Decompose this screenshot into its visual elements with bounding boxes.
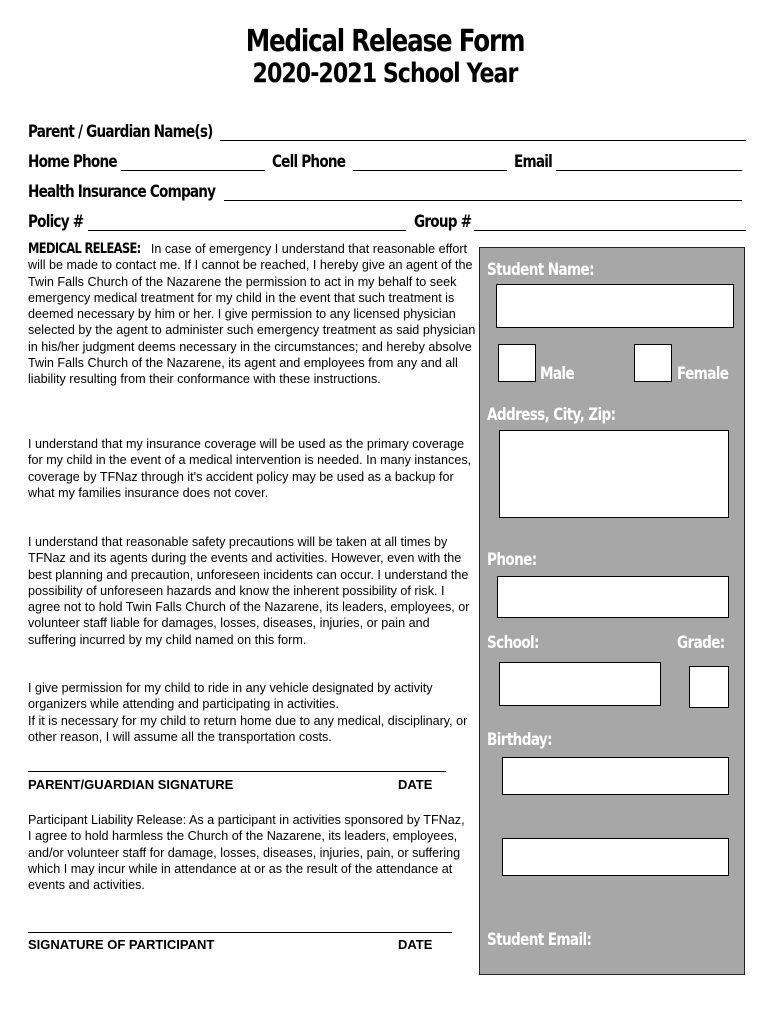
cell-phone-line[interactable] [353,170,507,171]
birthday-label: Birthday: [487,730,552,750]
male-label: Male [540,364,575,384]
phone-label: Phone: [487,550,537,570]
address-label: Address, City, Zip: [487,405,616,425]
parent-date-label: DATE [398,777,433,792]
release-text-2: I understand that my insurance coverage will be used as the primary coverage for my child in the event of a medical intervention is needed. In many instances, coverage by TFNaz through it's accident policy may be used as a backup for what my families insurance does not cover. [28,437,472,500]
school-label: School: [487,633,539,653]
email-line[interactable] [556,170,742,171]
grade-label: Grade: [677,633,725,653]
home-phone-label: Home Phone [28,152,117,172]
release-text-4b: If it is necessary for my child to return home due to any medical, disciplinary, or other reason, I will assume all the transportation costs. [28,713,468,744]
form-subtitle: 2020-2021 School Year [252,58,518,89]
safety-paragraph [28,534,476,648]
parent-signature-label: PARENT/GUARDIAN SIGNATURE [28,777,234,792]
transport-paragraph [28,680,476,745]
cell-phone-label: Cell Phone [272,152,346,172]
release-text-1: In case of emergency I understand that reasonable effort will be made to contact me. If I cannot be reached, I hereby give an agent of the Twin Falls Church of the Nazarene the permission to act in my behalf to seek emergency medical treatment for my child in the event that such treatment is deemed necessary by him or her. I give permission to any licensed physician selected by the agent to administer such emergency treatment as said physician in his/her judgment deems necessary in the circumstances; and hereby absolve Twin Falls Church of the Nazarene, its agent and employees from any and all liability resulting from their conformance with these instructions. [28,242,476,387]
policy-label: Policy # [28,212,84,232]
student-name-box[interactable] [496,284,734,328]
release-text-4a: I give permission for my child to ride in any vehicle designated by activity organizers while attending and participating in activities. [28,681,433,712]
address-box[interactable] [499,430,729,518]
parent-name-label: Parent / Guardian Name(s) [28,122,213,142]
medical-release-heading: MEDICAL RELEASE: [28,241,141,257]
group-line[interactable] [474,230,746,231]
medical-release-paragraph [28,241,476,388]
birthday-box[interactable] [502,757,729,795]
extra-field-box[interactable] [502,838,729,876]
parent-name-row [28,122,746,144]
release-text-3: I understand that reasonable safety precautions will be taken at all times by TFNaz and its agents during the events and activities. However, even with the best planning and precaution, unforeseen incidents can occur. I understand the possibility of unforeseen hazards and know the inherent possibility of risk. I agree not to hold Twin Falls Church of the Nazarene, its leaders, employees, or volunteer staff liable for damages, losses, diseases, injuries, or pain and suffering incurred by my child named on this form. [28,535,470,647]
school-box[interactable] [499,662,661,706]
grade-box[interactable] [689,666,729,708]
release-text-5: Participant Liability Release: As a participant in activities sponsored by TFNaz, I agree to hold harmless the Church of the Nazarene, its leaders, employees, and/or volunteer staff for damage, losses, diseases, injuries, pain, or suffering which I may incur while in attendance at or as the result of the attendance at events and activities. [28,813,465,893]
parent-name-line[interactable] [220,140,746,141]
female-checkbox[interactable] [634,344,672,382]
insurance-row [28,182,746,204]
group-label: Group # [414,212,472,232]
home-phone-line[interactable] [121,170,265,171]
email-label: Email [514,152,552,172]
participant-date-label: DATE [398,937,433,952]
male-checkbox[interactable] [498,344,536,382]
student-email-label: Student Email: [487,930,592,950]
form-title: Medical Release Form [245,24,525,59]
policy-line[interactable] [88,230,406,231]
participant-paragraph [28,812,468,893]
parent-signature-line[interactable] [28,771,446,772]
participant-signature-line[interactable] [28,932,452,933]
phone-box[interactable] [497,576,729,618]
policy-row [28,212,746,234]
female-label: Female [677,364,729,384]
participant-signature-label: SIGNATURE OF PARTICIPANT [28,937,215,952]
student-info-panel [479,247,745,975]
insurance-paragraph [28,436,476,501]
insurance-line[interactable] [224,200,742,201]
student-name-label: Student Name: [487,260,594,280]
insurance-label: Health Insurance Company [28,182,216,202]
phone-email-row [28,152,746,174]
